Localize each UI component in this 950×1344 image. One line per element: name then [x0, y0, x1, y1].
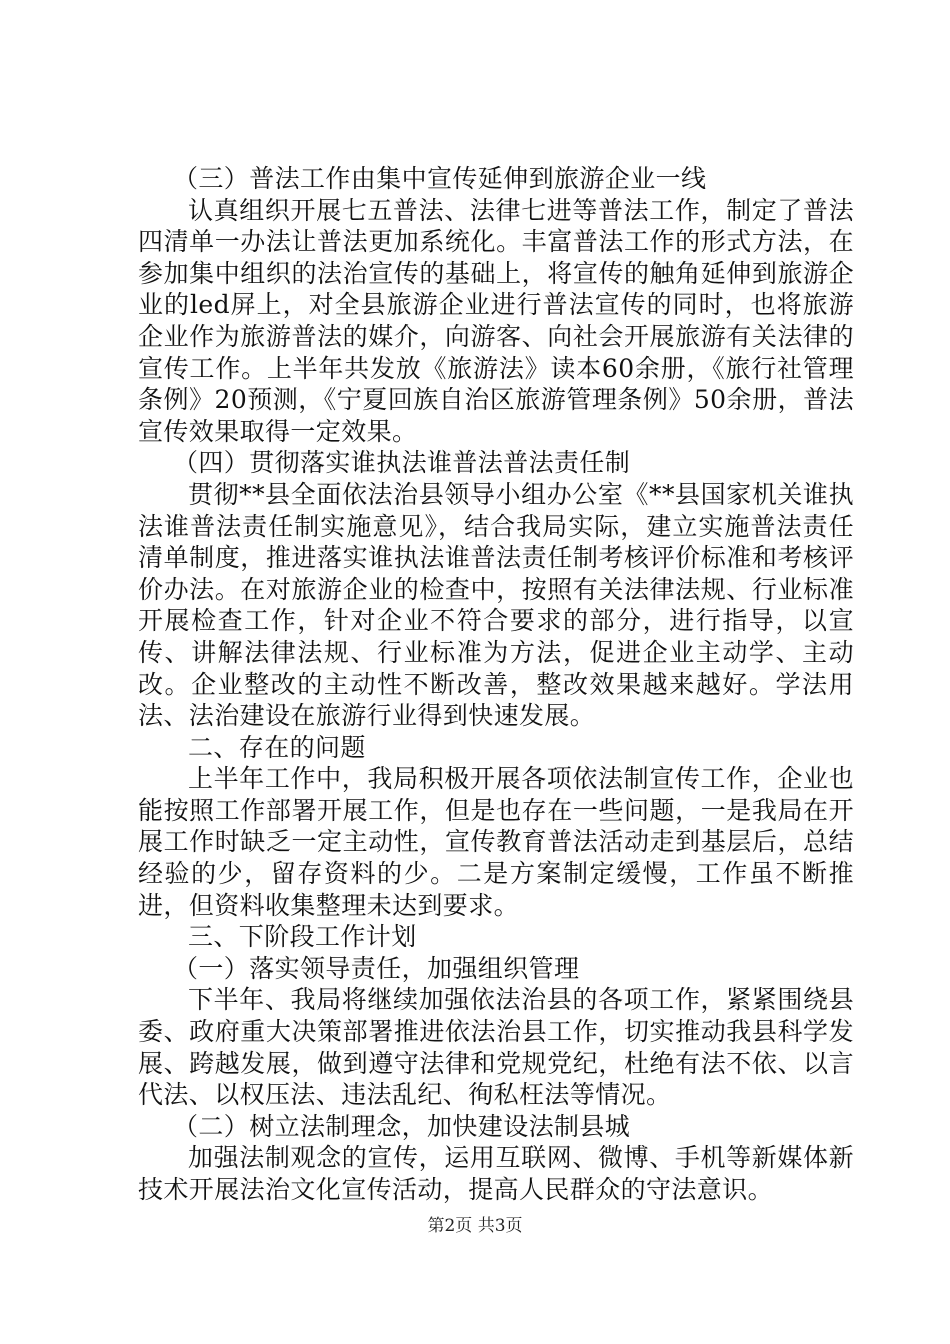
paragraph-2: 贯彻**县全面依法治县领导小组办公室《**县国家机关谁执法谁普法责任制实施意见》，结合我局实际，建立实施普法责任清单制度，推进落实谁执法谁普法责任制考核评价标准和考核评价办法。在对旅游企业的检查中，按照有关法律法规、行业标准开展检查工作，针对企业不符合要求的部分，进行指导，以宣传、讲解法律法规、行业标准为方法，促进企业主动学、主动改。企业整改的主动性不断改善，整改效果越来越好。学法用法、法治建设在旅游行业得到快速发展。: [138, 479, 854, 731]
document-body: [138, 163, 854, 1206]
section-heading-2: 二、存在的问题: [188, 732, 366, 762]
page-footer: 第2页 共3页: [427, 1216, 523, 1236]
paragraph-4: 下半年、我局将继续加强依法治县的各项工作，紧紧围绕县委、政府重大决策部署推进依法治县工作，切实推动我县科学发展、跨越发展，做到遵守法律和党规党纪，杜绝有法不依、以言代法、以权压法、违法乱纪、徇私枉法等情况。: [138, 985, 854, 1110]
section-heading-3: 三、下阶段工作计划: [188, 922, 417, 952]
paragraph-3: 上半年工作中，我局积极开展各项依法制宣传工作，企业也能按照工作部署开展工作，但是也存在一些问题，一是我局在开展工作时缺乏一定主动性，宣传教育普法活动走到基层后，总结经验的少，留存资料的少。二是方案制定缓慢，工作虽不断推进，但资料收集整理未达到要求。: [138, 764, 854, 920]
subsection-heading-1: （一）落实领导责任，加强组织管理: [173, 953, 580, 983]
subsection-heading-4: （四）贯彻落实谁执法谁普法普法责任制: [173, 448, 631, 478]
subsection-heading-2: （二）树立法制理念，加快建设法制县城: [173, 1111, 631, 1141]
paragraph-5: 加强法制观念的宣传，运用互联网、微博、手机等新媒体新技术开展法治文化宣传活动，提高人民群众的守法意识。: [138, 1143, 854, 1204]
paragraph-1: 认真组织开展七五普法、法律七进等普法工作，制定了普法四清单一办法让普法更加系统化。丰富普法工作的形式方法，在参加集中组织的法治宣传的基础上，将宣传的触角延伸到旅游企业的led屏上，对全县旅游企业进行普法宣传的同时，也将旅游企业作为旅游普法的媒介，向游客、向社会开展旅游有关法律的宣传工作。上半年共发放《旅游法》读本60余册，《旅行社管理条例》20预测，《宁夏回族自治区旅游管理条例》50余册，普法宣传效果取得一定效果。: [138, 195, 854, 446]
subsection-heading-3: （三）普法工作由集中宣传延伸到旅游企业一线: [173, 164, 707, 193]
